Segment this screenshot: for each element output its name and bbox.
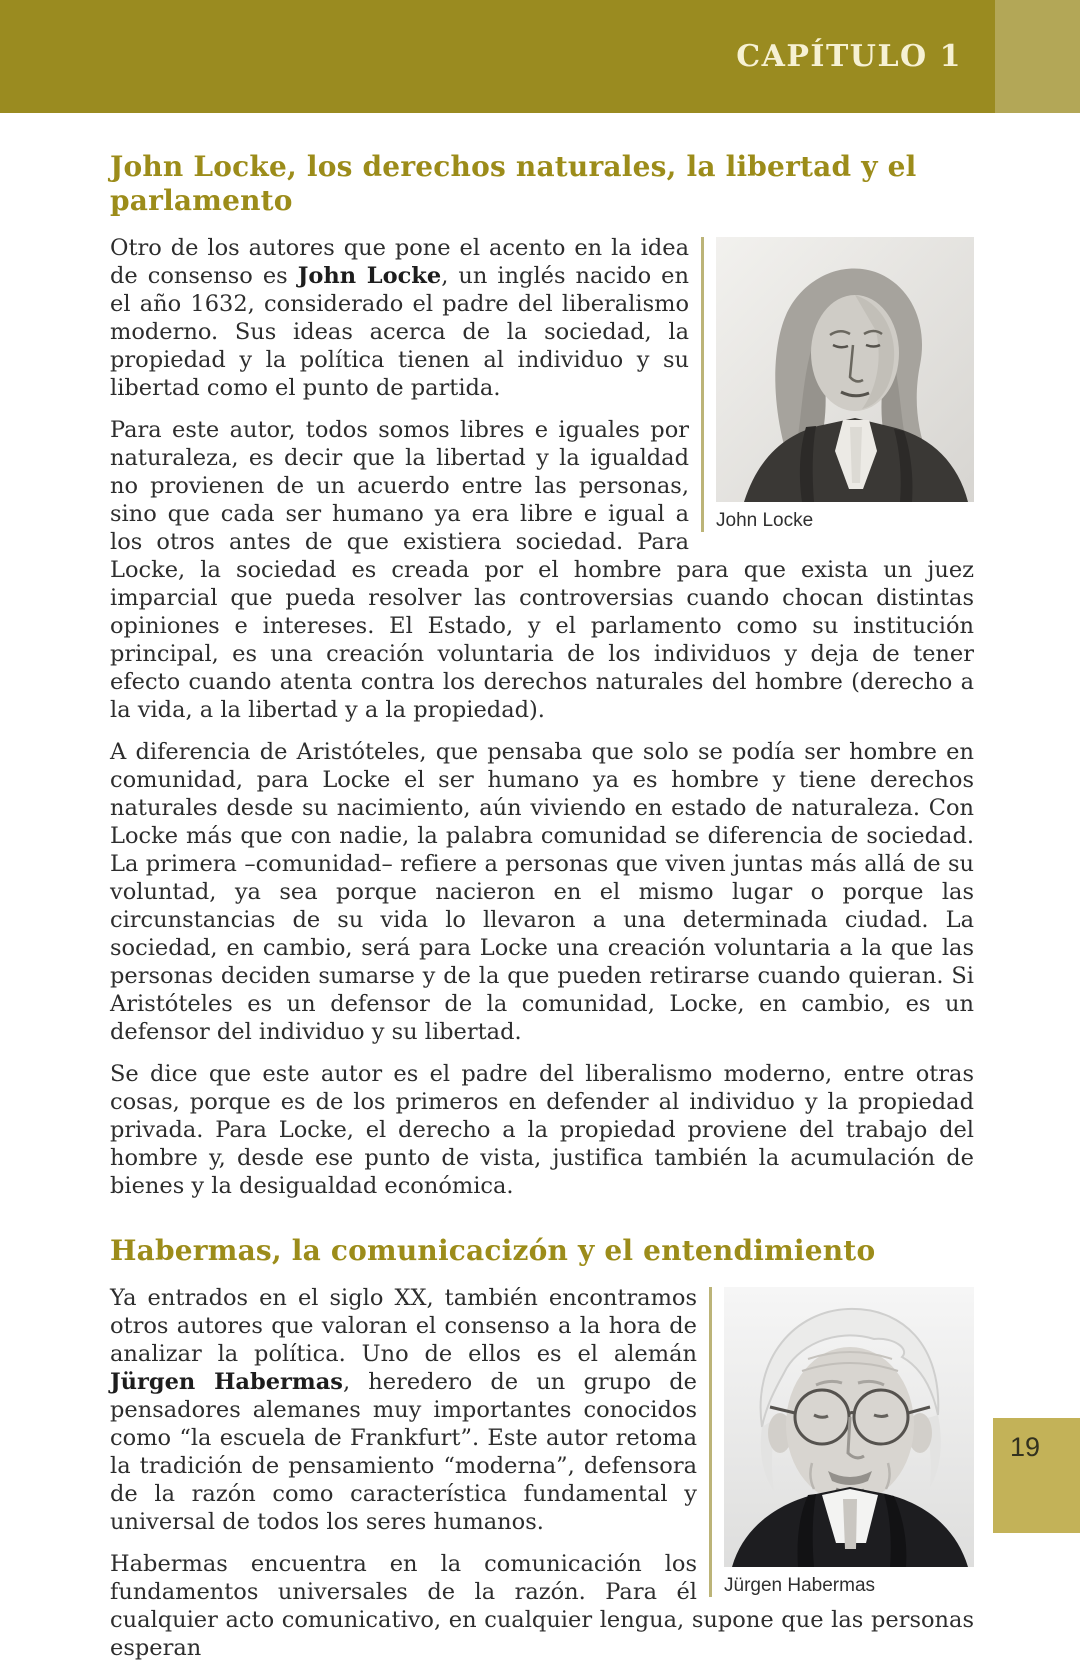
- habermas-figure: [709, 1287, 974, 1597]
- habermas-p1-text: Ya entrados en el siglo XX, también encontramos otros autores que valoran el consenso a la hora de analizar la política. Uno de ellos es el alemán: [110, 1285, 697, 1367]
- locke-figure: [701, 237, 974, 532]
- chapter-header-banner: [0, 0, 1080, 113]
- locke-section-heading: John Locke, los derechos naturales, la libertad y el parlamento: [110, 150, 917, 217]
- chapter-label: CAPÍTULO 1: [736, 38, 962, 74]
- locke-paragraph-2: Para este autor, todos somos libres e iguales por naturaleza, es decir que la libertad y la igualdad no provienen de un acuerdo entre las personas, sino que cada ser humano ya era libre e igual a los otros antes de que existiera sociedad. Para Locke, la sociedad es creada por el hombre para que exista un juez imparcial que pueda resolver las controversias cuando chocan distintas opiniones e intereses. El Estado, y el parlamento como su institución principal, es una creación voluntaria de los individuos y deja de tener efecto cuando atenta contra los derechos naturales del hombre (derecho a la vida, a la libertad y a la propiedad).: [110, 417, 974, 723]
- locke-p1-text: Otro de los autores que pone el acento en la idea de consenso es: [110, 235, 689, 289]
- section-habermas: [110, 1234, 974, 1662]
- header-accent-strip: [995, 0, 1080, 113]
- habermas-paragraph-2: Habermas encuentra en la comunicación los fundamentos universales de la razón. Para él cualquier acto comunicativo, en cualquier lengua, supone que las personas esperan: [110, 1551, 974, 1661]
- locke-p1-bold-name: John Locke: [297, 263, 442, 289]
- locke-paragraph-3: A diferencia de Aristóteles, que pensaba que solo se podía ser hombre en comunidad, para Locke el ser humano ya es hombre y tiene derechos naturales desde su nacimiento, aún viviendo en estado de naturaleza. Con Locke más que con nadie, la palabra comunidad se diferencia de sociedad. La primera –comunidad– refiere a personas que viven juntas más allá de su voluntad, ya sea porque nacieron en el mismo lugar o porque las circunstancias de su vida lo llevaron a una determinada ciudad. La sociedad, en cambio, será para Locke una creación voluntaria a la que las personas deciden sumarse y de la que pueden retirarse cuando quieran. Si Aristóteles es un defensor de la comunidad, Locke, en cambio, es un defensor del individuo y su libertad.: [110, 739, 974, 1045]
- locke-image-caption: John Locke: [716, 510, 814, 531]
- john-locke-portrait: [716, 237, 974, 502]
- habermas-image-caption: Jürgen Habermas: [724, 1575, 876, 1596]
- habermas-section-heading: Habermas, la comunicacizón y el entendimiento: [110, 1234, 876, 1267]
- page-number-block: [993, 1418, 1080, 1533]
- locke-p1-text-after: , un inglés nacido en el año 1632, considerado el padre del liberalismo moderno. Sus ideas acerca de la sociedad, la propiedad y la política tienen al individuo y su libertad como el punto de partida.: [110, 263, 689, 401]
- page-number: 19: [1010, 1432, 1041, 1462]
- habermas-p1-text-after: , heredero de un grupo de pensadores alemanes muy importantes conocidos como “la escuela de Frankfurt”. Este autor retoma la tradición de pensamiento “moderna”, defensora de la razón como característica fundamental y universal de todos los seres humanos.: [110, 1369, 697, 1535]
- habermas-p1-bold-name: Jürgen Habermas: [110, 1369, 343, 1395]
- section-john-locke: [110, 150, 974, 1200]
- page-content: [110, 150, 974, 1676]
- locke-paragraph-4: Se dice que este autor es el padre del liberalismo moderno, entre otras cosas, porque es de los primeros en defender al individuo y la propiedad privada. Para Locke, el derecho a la propiedad proviene del trabajo del hombre y, desde ese punto de vista, justifica también la acumulación de bienes y la desigualdad económica.: [110, 1061, 974, 1199]
- jurgen-habermas-portrait: [724, 1287, 974, 1567]
